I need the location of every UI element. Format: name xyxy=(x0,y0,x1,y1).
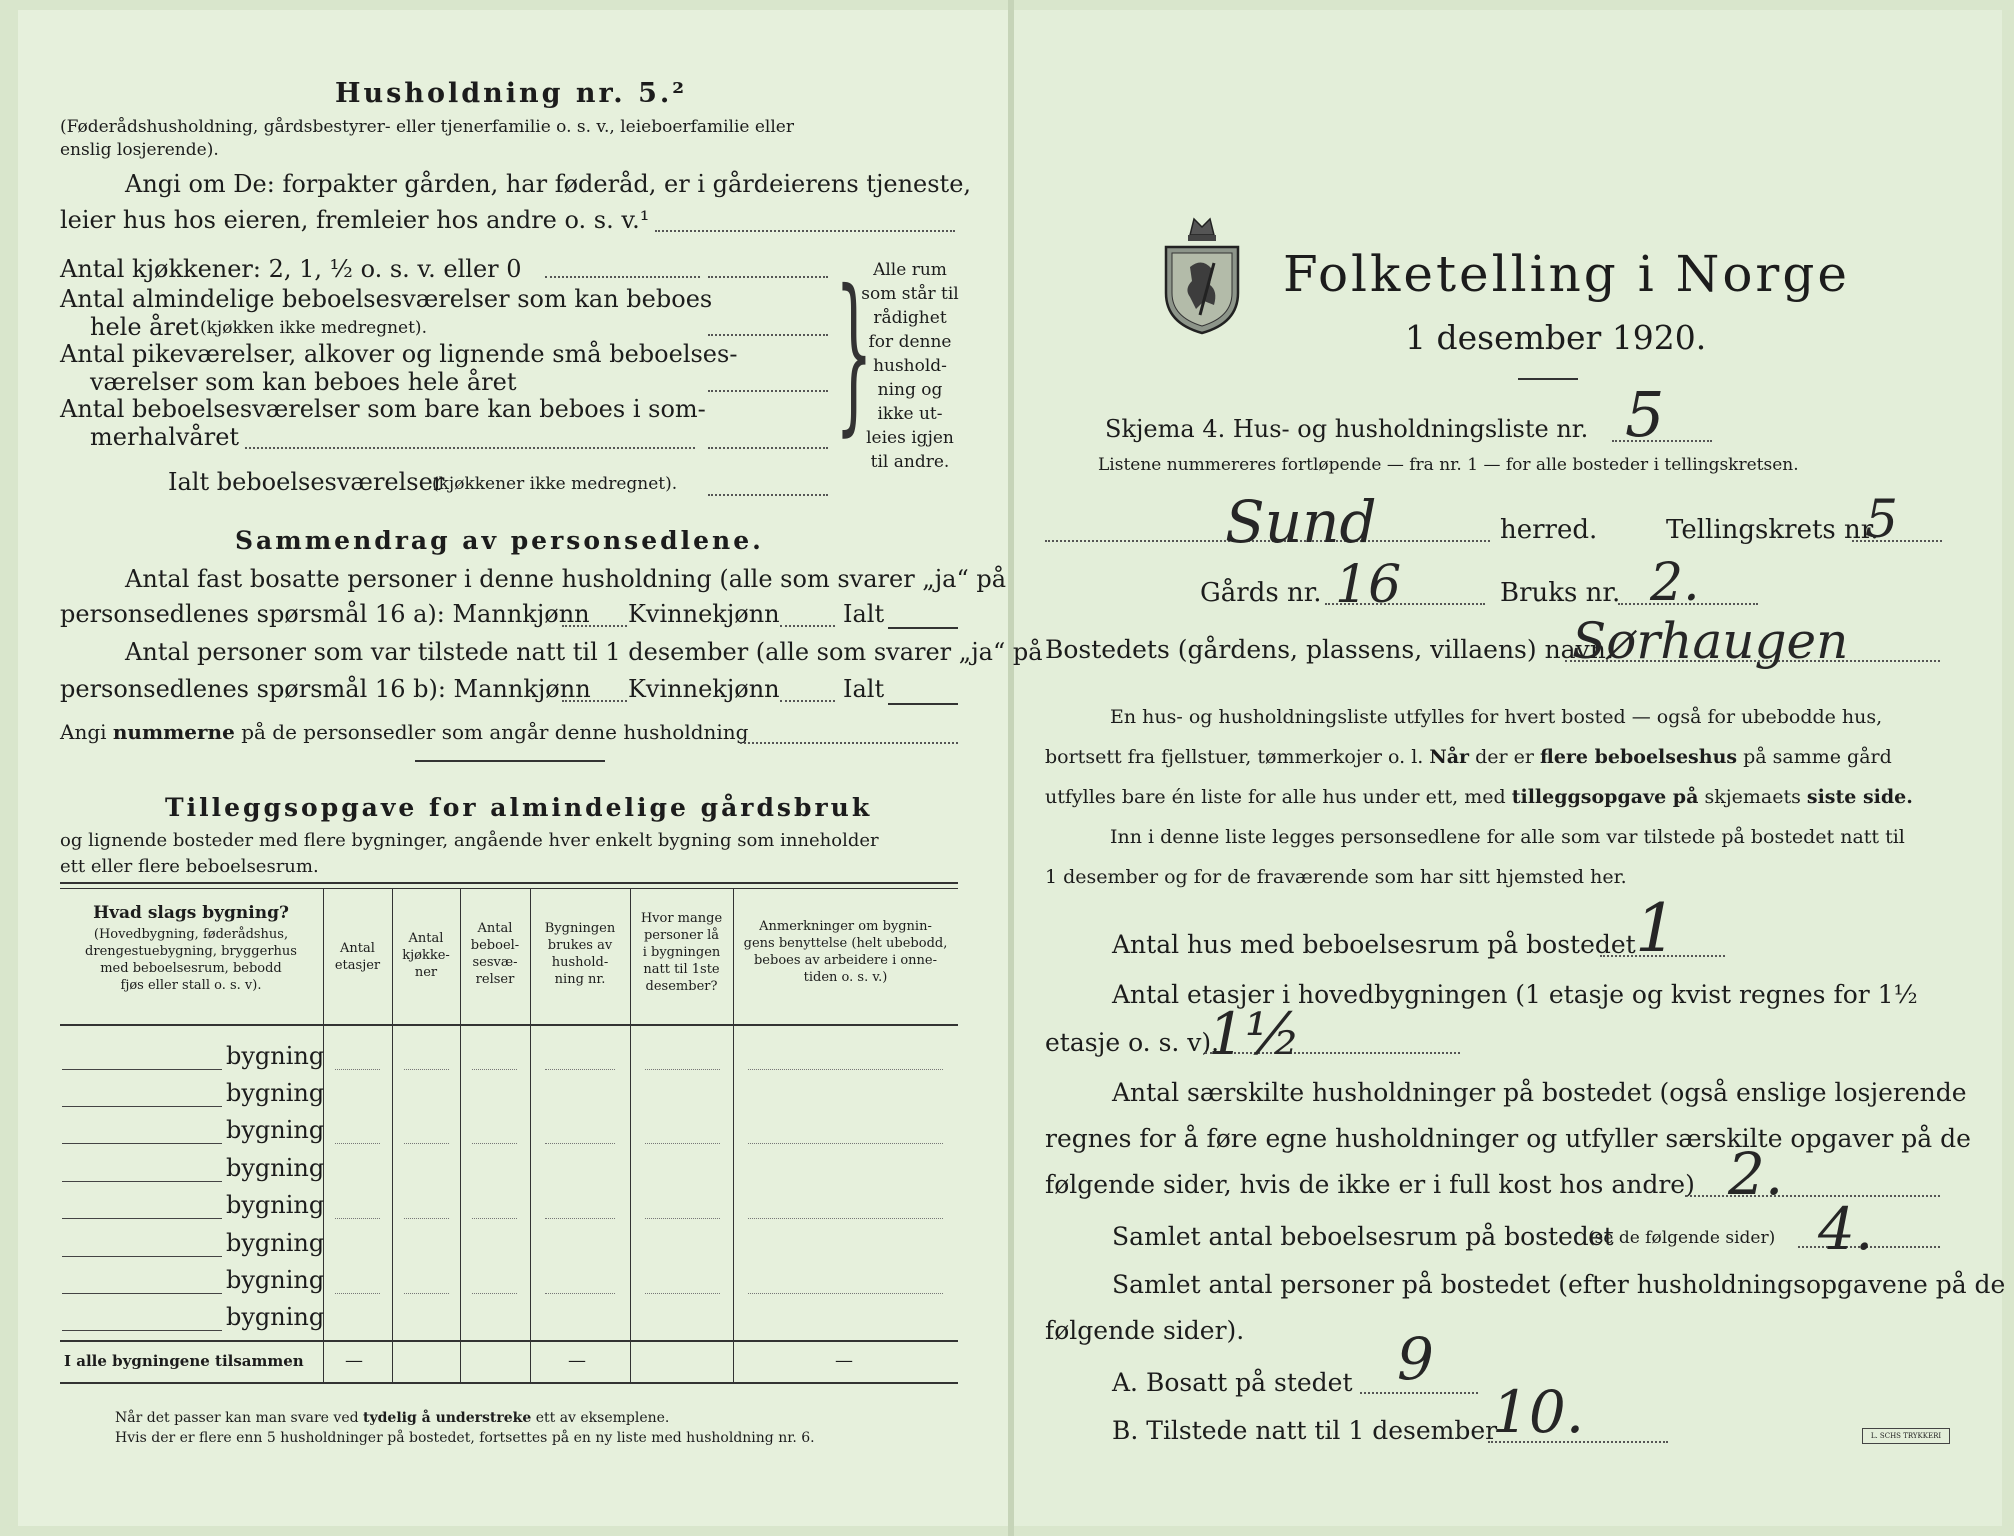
cell-line xyxy=(472,1143,517,1144)
cell-line xyxy=(545,1143,615,1144)
occupancy-answer-line[interactable] xyxy=(655,230,955,232)
header-line: desember? xyxy=(645,979,718,994)
etasjer-label-2: etasje o. s. v). xyxy=(1045,1028,1220,1057)
instr2-pre: bortsett fra fjellstuer, tømmerkojer o. l. xyxy=(1045,746,1424,768)
instr3-pre: utfylles bare én liste for alle hus under ett, med xyxy=(1045,786,1506,808)
alm-label-2: hele året xyxy=(90,313,199,341)
hus-label: Antal hus med beboelsesrum på bostedet xyxy=(1112,930,1636,959)
printer-stamp: L. SCHS TRYKKERI xyxy=(1862,1428,1950,1444)
cell-line xyxy=(645,1218,720,1219)
gard-label: Gårds nr. xyxy=(1200,578,1322,608)
table-header-building xyxy=(60,905,322,994)
angi-bold: nummerne xyxy=(112,720,235,744)
row-label: bygning xyxy=(226,1191,325,1219)
saer-label-3: følgende sider, hvis de ikke er i full kost hos andre) xyxy=(1045,1170,1695,1199)
header-line: Bygningen xyxy=(544,921,616,936)
header-line: ner xyxy=(414,965,438,980)
header-line: sesvæ- xyxy=(472,955,518,970)
row-label: bygning xyxy=(226,1229,325,1257)
row-input-line[interactable] xyxy=(62,1293,222,1294)
samlet-pers-label-2: følgende sider). xyxy=(1045,1316,1245,1345)
alm-note: (kjøkken ikke medregnet). xyxy=(200,318,427,338)
census-date: 1 desember 1920. xyxy=(1405,318,1707,357)
tilstede-label: B. Tilstede natt til 1 desember xyxy=(1112,1416,1498,1445)
husholdning-title: Husholdning nr. 5.² xyxy=(335,78,688,109)
tilstede-value[interactable]: 10. xyxy=(1492,1378,1585,1446)
gard-value[interactable]: 16 xyxy=(1335,555,1402,615)
row-input-line[interactable] xyxy=(62,1143,222,1144)
a-ialt-label: Ialt xyxy=(843,600,885,628)
instruction-1: En hus- og husholdningsliste utfylles for hvert bosted — også for ubebodde hus, xyxy=(1110,706,1883,728)
coat-of-arms-icon xyxy=(1160,205,1245,335)
cell-line xyxy=(545,1069,615,1070)
row-label: bygning xyxy=(226,1266,325,1294)
angi-answer-line[interactable] xyxy=(740,742,958,744)
question-occupancy-1: Angi om De: forpakter gården, har føderåd, er i gårdeierens tjeneste, xyxy=(125,170,972,198)
row-input-line[interactable] xyxy=(62,1218,222,1219)
bosted-label: Bostedets (gårdens, plassens, villaens) navn: xyxy=(1045,635,1615,664)
cell-line xyxy=(404,1143,449,1144)
cell-line xyxy=(645,1143,720,1144)
skjema-label: Skjema 4. Hus- og husholdningsliste nr. xyxy=(1105,415,1589,443)
cell-line xyxy=(404,1218,449,1219)
cell-line xyxy=(472,1218,517,1219)
a-ialt-line[interactable] xyxy=(888,627,958,629)
cell-line xyxy=(404,1293,449,1294)
samlet-rum-label: Samlet antal beboelsesrum på bostedet xyxy=(1112,1222,1614,1251)
header-line: tiden o. s. v.) xyxy=(803,970,888,985)
tillegg-title: Tilleggsopgave for almindelige gårdsbruk xyxy=(165,793,873,822)
header-line: personer lå xyxy=(643,928,720,943)
bosatt-label: A. Bosatt på stedet xyxy=(1112,1368,1353,1397)
header-line: relser xyxy=(475,972,515,987)
table-header-anmerkninger xyxy=(733,918,958,986)
saer-value[interactable]: 2. xyxy=(1728,1140,1784,1208)
b-kvinne-line[interactable] xyxy=(780,700,835,702)
header-line: brukes av xyxy=(547,938,613,953)
table-header-personer xyxy=(630,910,733,995)
cell-line xyxy=(545,1293,615,1294)
row-label: bygning xyxy=(226,1154,325,1182)
brace-icon: } xyxy=(835,254,873,452)
instr2-post: på samme gård xyxy=(1743,746,1892,768)
krets-value[interactable]: 5 xyxy=(1865,490,1899,550)
side-note-line: ikke ut- xyxy=(877,404,943,424)
footnote-2: Hvis der er flere enn 5 husholdninger på bostedet, fortsettes på en ny liste med husholdning nr. 6. xyxy=(115,1430,815,1446)
samlet-rum-value[interactable]: 4. xyxy=(1818,1195,1874,1263)
sammendrag-title: Sammendrag av personsedlene. xyxy=(235,526,764,555)
table-header-kjokkener xyxy=(392,930,460,981)
row-input-line[interactable] xyxy=(62,1069,222,1070)
cell-line xyxy=(645,1069,720,1070)
header-line: beboel- xyxy=(470,938,520,953)
instruction-5: 1 desember og for de fraværende som har sitt hjemsted her. xyxy=(1045,866,1627,888)
krets-label: Tellingskrets nr. xyxy=(1666,515,1879,545)
footnote-1 xyxy=(115,1410,669,1426)
husholdning-subtitle-2: enslig losjerende). xyxy=(60,140,219,160)
pike-answer-line[interactable] xyxy=(708,390,828,392)
alm-answer-line[interactable] xyxy=(708,334,828,336)
header-line: etasjer xyxy=(334,958,381,973)
instruction-4: Inn i denne liste legges personsedlene for alle som var tilstede på bostedet natt til xyxy=(1110,826,1905,848)
angi-nummer-label xyxy=(60,720,748,744)
cell-line xyxy=(335,1143,380,1144)
instruction-3 xyxy=(1045,786,1913,808)
header-line: Antal xyxy=(408,931,444,946)
header-line: Antal xyxy=(477,921,513,936)
skjema-value[interactable]: 5 xyxy=(1625,378,1665,451)
husholdning-subtitle-1: (Føderådshusholdning, gårdsbestyrer- eller tjenerfamilie o. s. v., leieboerfamilie eller xyxy=(60,117,794,137)
total-dash-anmerkninger: — xyxy=(835,1350,853,1371)
table-header-vaerelser xyxy=(460,920,530,988)
bruk-label: Bruks nr. xyxy=(1500,578,1621,608)
header-line: fjøs eller stall o. s. v). xyxy=(120,978,262,993)
samlet-rum-note: (se de følgende sider) xyxy=(1588,1228,1776,1248)
row-label: bygning xyxy=(226,1042,325,1070)
header-line: Antal xyxy=(340,941,375,956)
title-divider xyxy=(1518,378,1578,380)
cell-line xyxy=(335,1218,380,1219)
cell-line xyxy=(545,1218,615,1219)
a-mann-line[interactable] xyxy=(562,625,627,627)
header-line: i bygningen xyxy=(642,945,721,960)
ialt-label: Ialt beboelsesværelser xyxy=(168,468,445,496)
header-line: drengestuebygning, bryggerhus xyxy=(85,944,297,959)
side-note-line: Alle rum xyxy=(873,260,947,280)
instr3-bold-2: siste side. xyxy=(1806,786,1913,808)
sammendrag-a-1: Antal fast bosatte personer i denne husholdning (alle som svarer „ja“ på xyxy=(125,565,1007,593)
b-mann-line[interactable] xyxy=(562,700,627,702)
instr3-bold-1: tilleggsopgave på xyxy=(1511,786,1699,808)
footnote-1-bold: tydelig å understreke xyxy=(363,1410,532,1426)
row-label: bygning xyxy=(226,1079,325,1107)
cell-line xyxy=(335,1069,380,1070)
side-note-line: for denne xyxy=(868,332,952,352)
side-note-line: rådighet xyxy=(873,308,947,328)
cell-line xyxy=(748,1293,943,1294)
hus-value[interactable]: 1 xyxy=(1635,890,1677,967)
sammendrag-b-2: personsedlenes spørsmål 16 b): Mannkjønn xyxy=(60,675,591,703)
page-fold xyxy=(1008,0,1014,1536)
table-bottom-rule xyxy=(60,1382,958,1384)
cell-line xyxy=(748,1069,943,1070)
header-line: beboes av arbeidere i onne- xyxy=(753,953,938,968)
a-kvinne-line[interactable] xyxy=(780,625,835,627)
ialt-answer-line[interactable] xyxy=(708,494,828,496)
side-note-line: som står til xyxy=(861,284,959,304)
alm-label-1: Antal almindelige beboelsesværelser som kan beboes xyxy=(60,285,713,313)
total-dash-etasjer: — xyxy=(345,1350,363,1371)
row-input-line[interactable] xyxy=(62,1256,222,1257)
header-line: med beboelsesrum, bebodd xyxy=(100,961,282,976)
footnote-1-pre: Når det passer kan man svare ved xyxy=(115,1410,359,1426)
header-line: natt til 1ste xyxy=(643,962,720,977)
angi-post: på de personsedler som angår denne husholdning xyxy=(241,720,749,744)
kjokken-label: Antal kjøkkener: 2, 1, ½ o. s. v. eller 0 xyxy=(60,255,522,283)
bruk-value[interactable]: 2. xyxy=(1650,553,1700,613)
etasjer-value[interactable]: 1½ xyxy=(1208,1000,1302,1068)
question-occupancy-2: leier hus hos eieren, fremleier hos andre o. s. v.¹ xyxy=(60,206,650,234)
sommer-answer-line[interactable] xyxy=(708,447,828,449)
cell-line xyxy=(472,1069,517,1070)
b-ialt-line[interactable] xyxy=(888,703,958,705)
row-input-line[interactable] xyxy=(62,1106,222,1107)
cell-line xyxy=(335,1293,380,1294)
ialt-note: (kjøkkener ikke medregnet). xyxy=(432,474,678,494)
header-line: gens benyttelse (helt ubebodd, xyxy=(743,936,948,951)
instr2-bold-2: flere beboelseshus xyxy=(1540,746,1738,768)
row-label: bygning xyxy=(226,1116,325,1144)
table-total-rule xyxy=(60,1340,958,1342)
herred-label: herred. xyxy=(1500,515,1598,545)
tillegg-line-1: og lignende bosteder med flere bygninger, angående hver enkelt bygning som inneholder xyxy=(60,830,879,851)
row-input-line[interactable] xyxy=(62,1181,222,1182)
total-dash-husholdning: — xyxy=(568,1350,586,1371)
header-line: ning nr. xyxy=(554,972,606,987)
cell-line xyxy=(748,1218,943,1219)
sammendrag-a-2: personsedlenes spørsmål 16 a): Mannkjønn xyxy=(60,600,590,628)
side-note-line: ning og xyxy=(877,380,943,400)
cell-line xyxy=(404,1069,449,1070)
instr2-mid: der er xyxy=(1475,746,1534,768)
section-divider xyxy=(415,760,605,762)
total-row-label: I alle bygningene tilsammen xyxy=(64,1352,304,1370)
cell-line xyxy=(645,1293,720,1294)
pike-label-1: Antal pikeværelser, alkover og lignende små beboelses- xyxy=(60,340,738,368)
row-label: bygning xyxy=(226,1303,325,1331)
sammendrag-b-1: Antal personer som var tilstede natt til 1 desember (alle som svarer „ja“ på xyxy=(125,638,1043,666)
etasjer-label-1: Antal etasjer i hovedbygningen (1 etasje og kvist regnes for 1½ xyxy=(1112,980,1918,1009)
header-line: Hvor mange xyxy=(640,911,723,926)
instruction-2 xyxy=(1045,746,1892,768)
header-line: hushold- xyxy=(551,955,609,970)
saer-label-1: Antal særskilte husholdninger på bostedet (også enslige losjerende xyxy=(1112,1078,1967,1107)
pike-label-2: værelser som kan beboes hele året xyxy=(90,368,517,396)
table-header-etasjer xyxy=(323,940,392,974)
table-header-husholdning xyxy=(530,920,630,988)
table-top-rule-2 xyxy=(60,888,958,889)
sommer-dots xyxy=(245,447,695,449)
left-page xyxy=(18,10,1008,1526)
samlet-pers-label-1: Samlet antal personer på bostedet (efter husholdningsopgavene på de xyxy=(1112,1270,2006,1299)
tillegg-line-2: ett eller flere beboelsesrum. xyxy=(60,856,319,877)
side-note xyxy=(855,258,965,474)
b-ialt-label: Ialt xyxy=(843,675,885,703)
bosted-value[interactable]: Sørhaugen xyxy=(1572,612,1849,670)
saer-line[interactable] xyxy=(1685,1195,1940,1197)
bosatt-value[interactable]: 9 xyxy=(1397,1325,1434,1393)
herred-value[interactable]: Sund xyxy=(1225,488,1377,556)
side-note-line: til andre. xyxy=(870,452,950,472)
header-building-title: Hvad slags bygning? xyxy=(93,903,289,923)
header-line: kjøkke- xyxy=(402,948,450,963)
sommer-label-1: Antal beboelsesværelser som bare kan beboes i som- xyxy=(60,395,706,423)
saer-label-2: regnes for å føre egne husholdninger og utfyller særskilte opgaver på de xyxy=(1045,1124,1971,1153)
census-title: Folketelling i Norge xyxy=(1283,245,1850,303)
row-input-line[interactable] xyxy=(62,1330,222,1331)
angi-pre: Angi xyxy=(60,720,107,744)
header-line: (Hovedbygning, føderådshus, xyxy=(93,927,289,942)
kjokken-dots xyxy=(545,276,700,278)
listene-note: Listene nummereres fortløpende — fra nr. 1 — for alle bosteder i tellingskretsen. xyxy=(1098,455,1799,475)
kjokken-answer-line[interactable] xyxy=(708,276,828,278)
instr3-mid: skjemaets xyxy=(1704,786,1801,808)
side-note-line: hushold- xyxy=(873,356,947,376)
footnote-1-post: ett av eksemplene. xyxy=(535,1410,670,1426)
cell-line xyxy=(472,1293,517,1294)
b-kvinne-label: Kvinnekjønn xyxy=(628,675,780,703)
table-header-rule xyxy=(60,1024,958,1026)
cell-line xyxy=(748,1143,943,1144)
instr2-bold-1: Når xyxy=(1429,746,1470,768)
side-note-line: leies igjen xyxy=(866,428,954,448)
header-line: Anmerkninger om bygnin- xyxy=(759,919,932,934)
sommer-label-2: merhalvåret xyxy=(90,423,240,451)
table-top-rule xyxy=(60,882,958,884)
a-kvinne-label: Kvinnekjønn xyxy=(628,600,780,628)
